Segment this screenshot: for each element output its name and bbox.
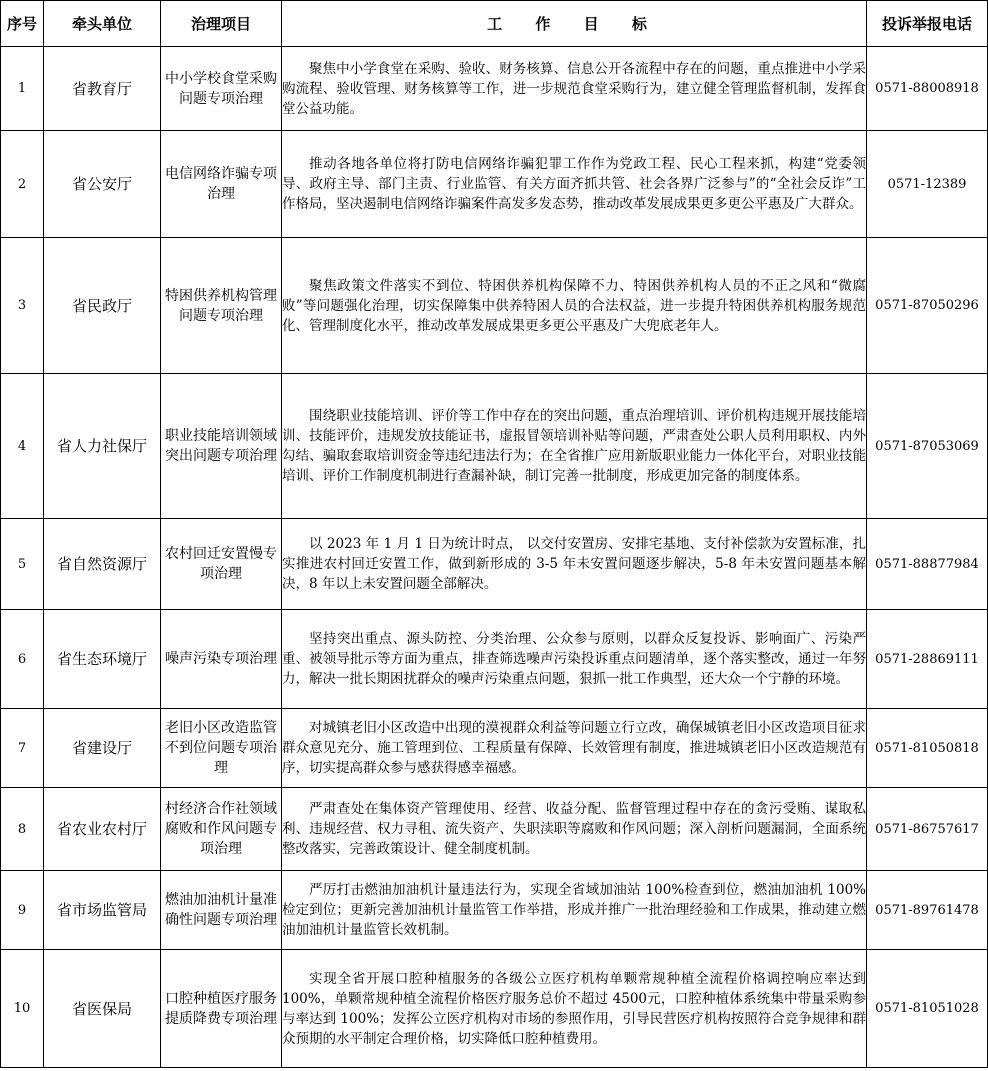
header-goal: 工 作 目 标 [282,1,867,47]
row-phone: 0571-81051028 [867,950,988,1068]
row-index: 5 [1,519,44,610]
row-lead-unit: 省自然资源厅 [44,519,161,610]
table-row [1,950,988,1068]
header-index: 序号 [1,1,44,47]
row-phone: 0571-89761478 [867,871,988,950]
row-phone: 0571-28869111 [867,610,988,709]
row-project: 村经济合作社领域腐败和作风问题专项治理 [161,788,282,871]
row-project: 电信网络诈骗专项治理 [161,131,282,238]
row-goal: 严肃查处在集体资产管理使用、经营、收益分配、监督管理过程中存在的贪污受贿、谋取私利、违规经营、权力寻租、流失资产、失职渎职等腐败和作风问题；深入剖析问题漏洞，全面系统整改落实，完善政策设计、健全制度机制。 [282,788,867,871]
row-goal: 推动各地各单位将打防电信网络诈骗犯罪工作作为党政工程、民心工程来抓，构建“党委领导、政府主导、部门主责、行业监管、有关方面齐抓共管、社会各界广泛参与”的“全社会反诈”工作格局，坚决遏制电信网络诈骗案件高发多发态势，推动改革发展成果更多更公平惠及广大群众。 [282,131,867,238]
row-index: 3 [1,238,44,374]
row-project: 噪声污染专项治理 [161,610,282,709]
row-project: 中小学校食堂采购问题专项治理 [161,47,282,131]
row-lead-unit: 省教育厅 [44,47,161,131]
row-goal: 对城镇老旧小区改造中出现的漠视群众利益等问题立行立改，确保城镇老旧小区改造项目征求群众意见充分、施工管理到位、工程质量有保障、长效管理有制度，推进城镇老旧小区改造规范有序，切实提高群众参与感获得感幸福感。 [282,709,867,788]
row-project: 特困供养机构管理问题专项治理 [161,238,282,374]
row-phone: 0571-87050296 [867,238,988,374]
row-goal: 围绕职业技能培训、评价等工作中存在的突出问题，重点治理培训、评价机构违规开展技能培训、技能评价，违规发放技能证书，虚报冒领培训补贴等问题，严肃查处公职人员利用职权、内外勾结、骗取套取培训资金等违纪违法行为；在全省推广应用新版职业能力一体化平台，对职业技能培训、评价工作制度机制进行查漏补缺，制订完善一批制度，形成更加完备的制度体系。 [282,374,867,519]
table-row [1,610,988,709]
row-goal: 实现全省开展口腔种植服务的各级公立医疗机构单颗常规种植全流程价格调控响应率达到 100%，单颗常规种植全流程价格医疗服务总价不超过 4500元，口腔种植体系统集中带量采购参与率达到 100%；发挥公立医疗机构对市场的参照作用，引导民营医疗机构按照符合竞争规律和群众预期的水平制定合理价格，切实降低口腔种植费用。 [282,950,867,1068]
table-row [1,788,988,871]
table-row [1,709,988,788]
row-index: 4 [1,374,44,519]
row-project: 老旧小区改造监管不到位问题专项治理 [161,709,282,788]
row-index: 9 [1,871,44,950]
row-goal: 严厉打击燃油加油机计量违法行为，实现全省域加油站 100%检查到位，燃油加油机 100%检定到位；更新完善加油机计量监管工作举措，形成并推广一批治理经验和工作成果，推动建立燃油加油机计量监管长效机制。 [282,871,867,950]
row-goal: 聚焦政策文件落实不到位、特困供养机构保障不力、特困供养机构人员的不正之风和“微腐败”等问题强化治理，切实保障集中供养特困人员的合法权益，进一步提升特困供养机构服务规范化、管理制度化水平，推动改革发展成果更多更公平惠及广大兜底老年人。 [282,238,867,374]
row-index: 7 [1,709,44,788]
table-row [1,131,988,238]
table-row [1,519,988,610]
row-project: 燃油加油机计量准确性问题专项治理 [161,871,282,950]
row-lead-unit: 省市场监管局 [44,871,161,950]
row-index: 2 [1,131,44,238]
row-project: 农村回迁安置慢专项治理 [161,519,282,610]
row-lead-unit: 省生态环境厅 [44,610,161,709]
row-phone: 0571-12389 [867,131,988,238]
row-phone: 0571-81050818 [867,709,988,788]
table-row [1,871,988,950]
row-lead-unit: 省人力社保厅 [44,374,161,519]
row-index: 10 [1,950,44,1068]
header-lead-unit: 牵头单位 [44,1,161,47]
header-project: 治理项目 [161,1,282,47]
row-phone: 0571-86757617 [867,788,988,871]
row-phone: 0571-88008918 [867,47,988,131]
row-goal: 聚焦中小学食堂在采购、验收、财务核算、信息公开各流程中存在的问题，重点推进中小学采购流程、验收管理、财务核算等工作，进一步规范食堂采购行为，建立健全管理监督机制，发挥食堂公益功能。 [282,47,867,131]
row-lead-unit: 省医保局 [44,950,161,1068]
row-goal: 以 2023 年 1 月 1 日为统计时点， 以交付安置房、安排宅基地、支付补偿款为安置标准，扎实推进农村回迁安置工作，做到新形成的 3-5 年未安置问题逐步解决，5-8 年未安置问题基本解决，8 年以上未安置问题全部解决。 [282,519,867,610]
row-phone: 0571-88877984 [867,519,988,610]
row-project: 口腔种植医疗服务提质降费专项治理 [161,950,282,1068]
header-row [1,1,988,47]
row-project: 职业技能培训领域突出问题专项治理 [161,374,282,519]
header-phone: 投诉举报电话 [867,1,988,47]
row-index: 8 [1,788,44,871]
row-lead-unit: 省公安厅 [44,131,161,238]
row-lead-unit: 省民政厅 [44,238,161,374]
row-phone: 0571-87053069 [867,374,988,519]
row-lead-unit: 省建设厅 [44,709,161,788]
table-row [1,374,988,519]
table-row [1,47,988,131]
row-lead-unit: 省农业农村厅 [44,788,161,871]
row-index: 1 [1,47,44,131]
table-row [1,238,988,374]
row-goal: 坚持突出重点、源头防控、分类治理、公众参与原则，以群众反复投诉、影响面广、污染严重、被领导批示等方面为重点，排查筛选噪声污染投诉重点问题清单，逐个落实整改，通过一年努力，解决一批长期困扰群众的噪声污染重点问题，狠抓一批工作典型，还大众一个宁静的环境。 [282,610,867,709]
row-index: 6 [1,610,44,709]
